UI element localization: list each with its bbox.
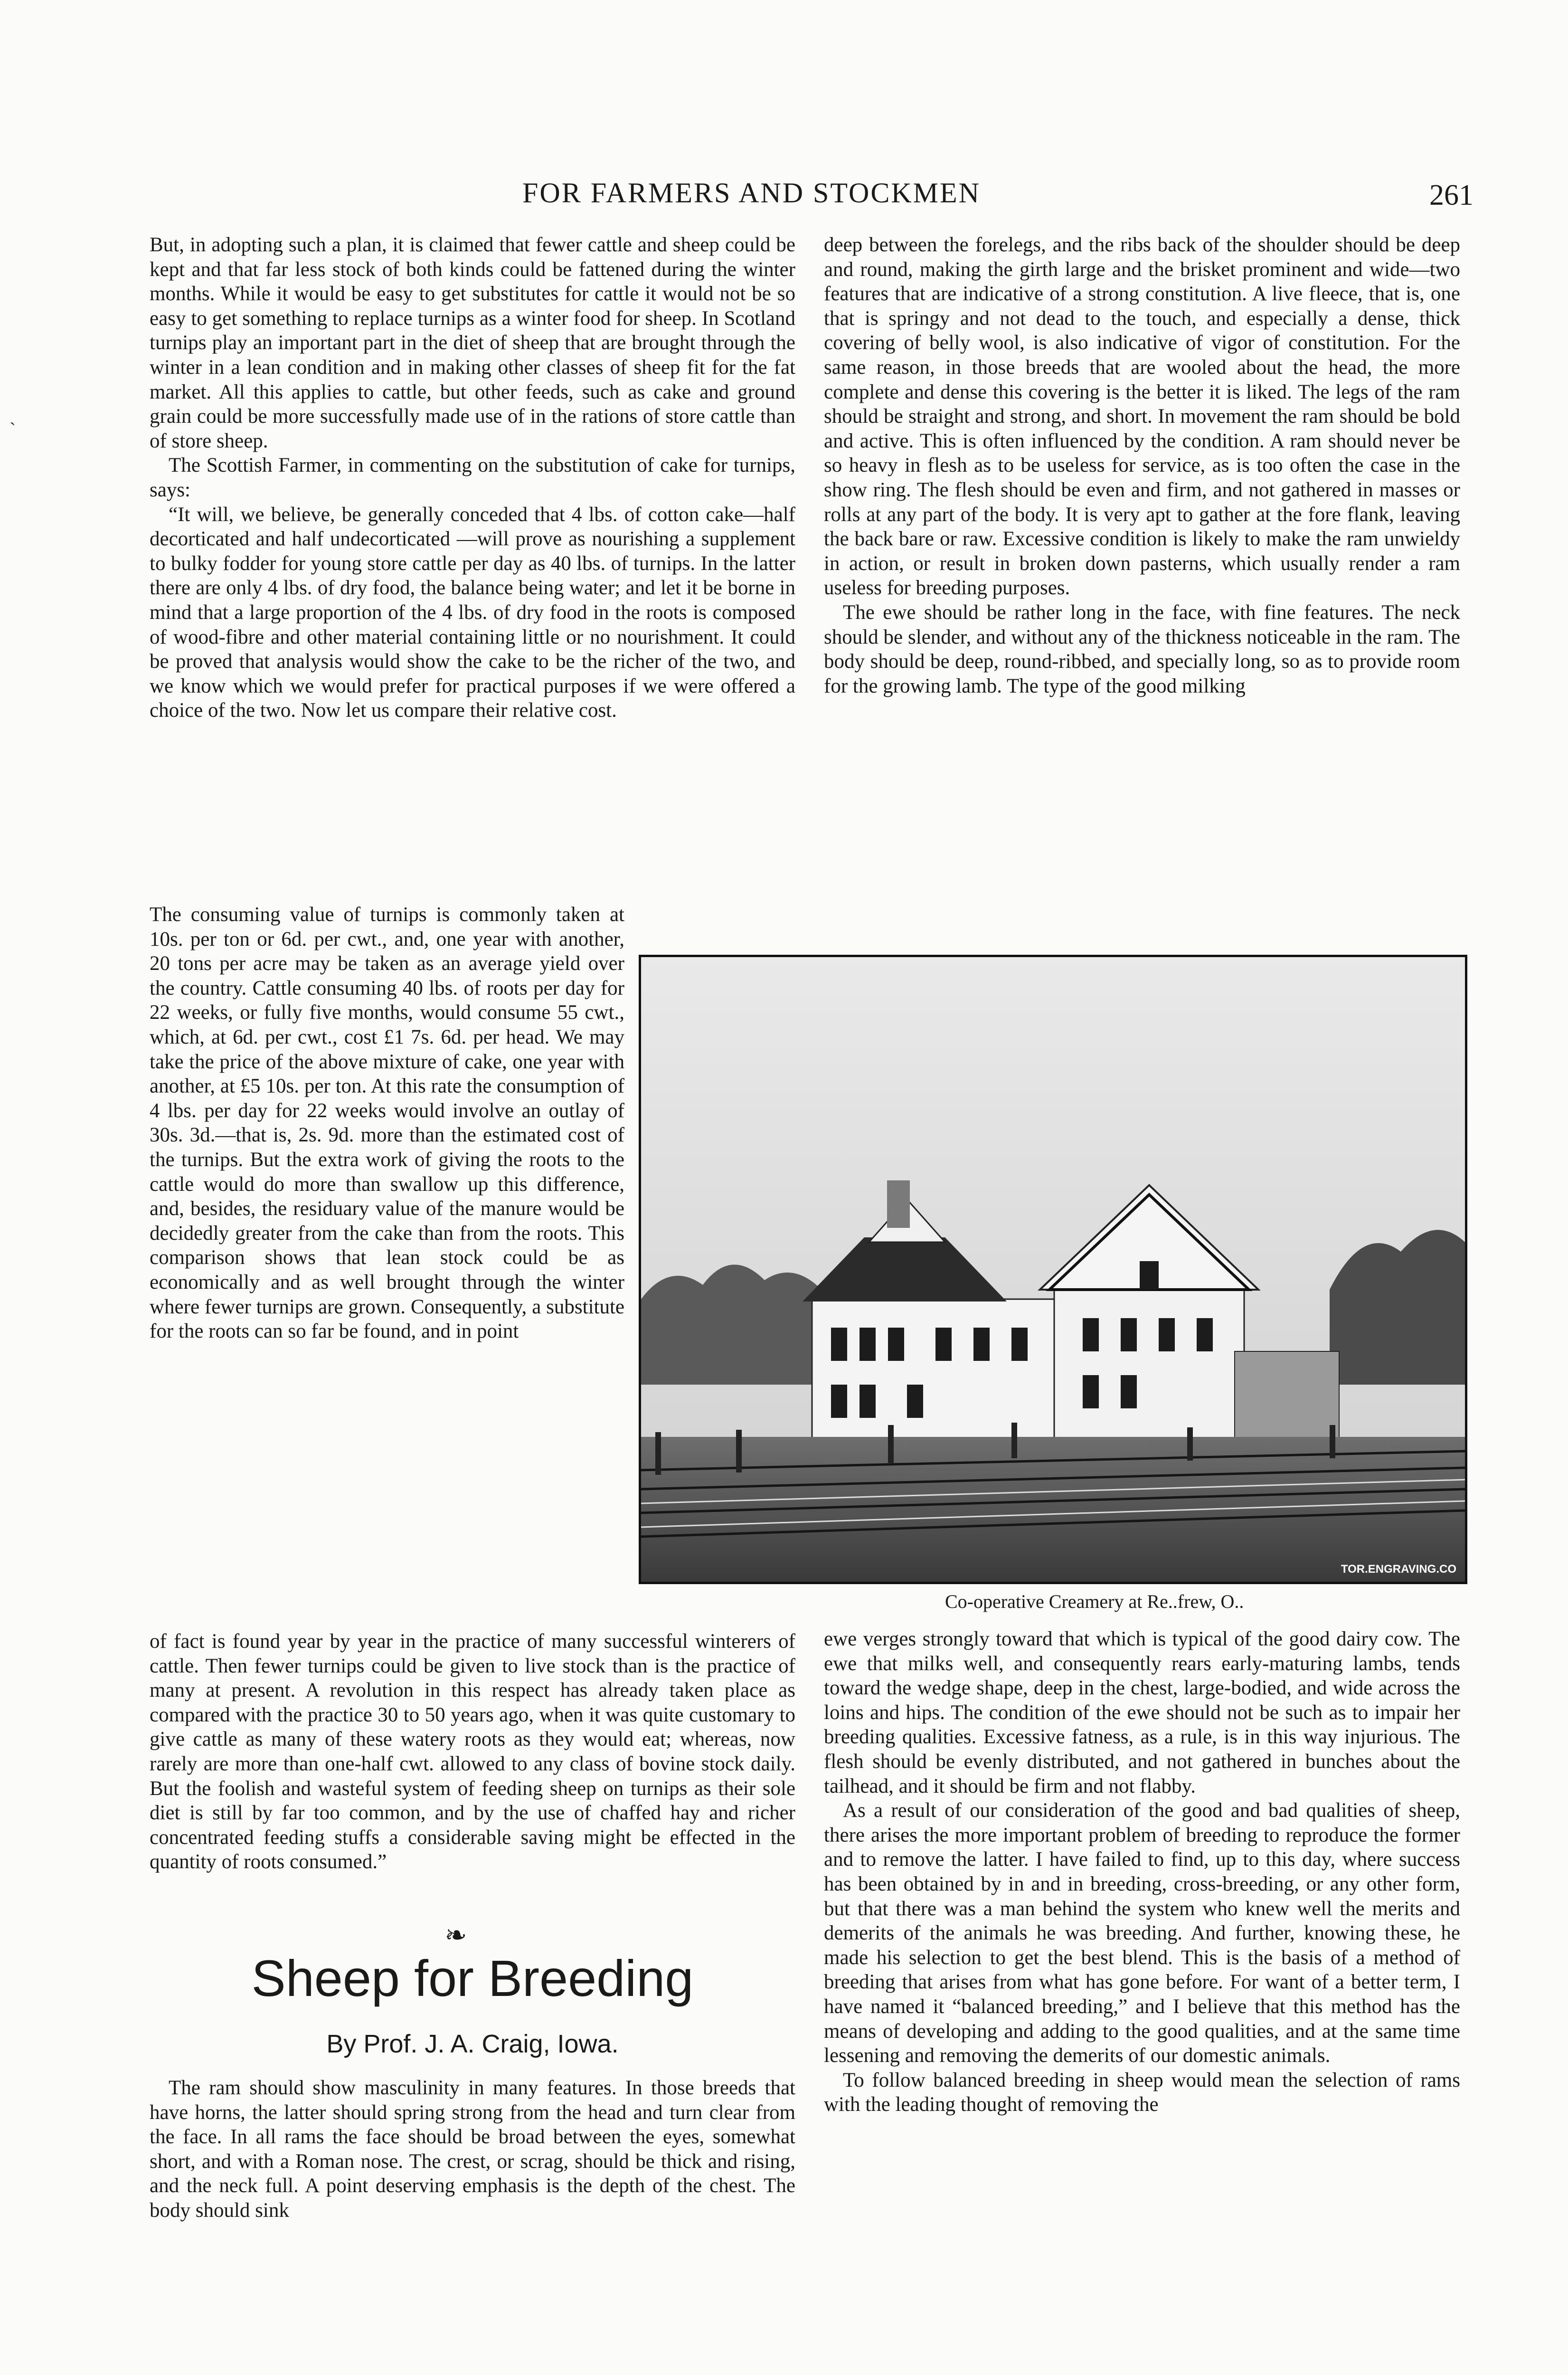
paragraph: But, in adopting such a plan, it is claimed that fewer cattle and sheep could be kept and that far less stock of both kinds could be fattened during the winter months. While it would be easy to get substitutes for cattle it would not be so easy to get something to replace turnips as a winter food for sheep. In Scotland turnips play an important part in the diet of sheep that are brought through the winter in a lean condition and in making other classes of sheep fit for the fat market. All this applies to cattle, but other feeds, such as cake and ground grain could be more successfully made use of in the rations of store cattle than of store sheep.: [150, 234, 795, 452]
paragraph: of fact is found year by year in the practice of many successful winterers of cattle. Then fewer turnips could be given to live stock than is the practice of many at present. A revolution in this respect has already taken place as compared with the practice 30 to 50 years ago, when it was quite customary to give cattle as many of these watery roots as they would eat; whereas, now rarely are more than one-half cwt. allowed to any class of bovine stock daily. But the foolish and wasteful system of feeding sheep on turnips as their sole diet is still by far too common, and by the use of chaffed hay and richer concentrated feeding stuffs a considerable saving might be effected in the quantity of roots consumed.”: [150, 1630, 795, 1873]
right-column-top-text: [824, 233, 1460, 936]
quote-paragraph: “It will, we believe, be generally conceded that 4 lbs. of cotton cake—half decorticated and half undecorticated —will prove as nourishing a supplement to bulky fodder for young store cattle per day as 40 lbs. of turnips. In the latter there are only 4 lbs. of dry food, the balance being water; and let it be borne in mind that a large proportion of the 4 lbs. of dry food in the roots is composed of wood-fibre and other material containing little or no nourishment. It could be proved that analysis would show the cake to be the richer of the two, and we know which we would prefer for practical purposes if we were offered a choice of the two. Now let us compare their relative cost.: [150, 503, 795, 722]
left-column-top-text: [150, 233, 795, 902]
section-title: Sheep for Breeding: [251, 1949, 694, 2007]
page-number: 261: [1429, 179, 1474, 211]
paragraph: ewe verges strongly toward that which is typical of the good dairy cow. The ewe that milks well, and consequently rears early-maturing lambs, tends toward the wedge shape, deep in the chest, large-bodied, and wide across the loins and hips. The condition of the ewe should not be such as to impair her breeding qualities. Excessive fatness, as a rule, is in this way injurious. The flesh should be evenly distributed, and not gathered in bunches about the tailhead, and it should be firm and not flabby.: [824, 1628, 1460, 1797]
paragraph: The consuming value of turnips is commonly taken at 10s. per ton or 6d. per cwt., and, one year with another, 20 tons per acre may be taken as an average yield over the country. Cattle consuming 40 lbs. of roots per day for 22 weeks, or fully five months, would consume 55 cwt., which, at 6d. per cwt., cost £1 7s. 6d. per head. We may take the price of the above mixture of cake, one year with another, at £5 10s. per ton. At this rate the consumption of 4 lbs. per day for 22 weeks would involve an outlay of 30s. 3d.—that is, 2s. 9d. more than the estimated cost of the turnips. But the extra work of giving the roots to the cattle would do more than swallow up this difference, and, besides, the residuary value of the manure would be decidedly greater from the cake than from the roots. This comparison shows that lean stock could be as economically and as well brought through the winter where fewer turnips are grown. Consequently, a substitute for the roots can so far be found, and in point: [150, 903, 624, 1343]
engraver-credit: TOR.ENGRAVING.CO: [1341, 1563, 1456, 1576]
paragraph: The ewe should be rather long in the face, with fine features. The neck should be slender, and without any of the thickness noticeable in the ram. The body should be deep, round-ribbed, and specially long, so as to provide room for the growing lamb. The type of the good milking: [824, 601, 1460, 697]
running-head: FOR FARMERS AND STOCKMEN: [522, 177, 981, 209]
paragraph: As a result of our consideration of the good and bad qualities of sheep, there arises the more important problem of breeding to reproduce the former and to remove the latter. I have failed to find, up to this day, where success has been obtained by in and in breeding, cross-breeding, or any other form, but that there was a man behind the system who knew well the merits and demerits of the animals he was breeding. And further, knowing these, he made his selection to get the best blend. This is the basis of a method of breeding that arises from what has gone before. For want of a better term, I have named it “balanced breeding,” and I believe that this method has the means of developing and adding to the good qualities, and at the same time lessening and removing the demerits of our domestic animals.: [824, 1799, 1460, 2067]
section-body-text: [150, 2076, 795, 2280]
section-ornament: ❧: [444, 1921, 467, 1950]
left-column-bottom-text: [150, 1629, 795, 1900]
paragraph: The ram should show masculinity in many features. In those breeds that have horns, the latter should spring strong from the head and turn clear from the face. In all rams the face should be broad between the eyes, somewhat short, and with a Roman nose. The crest, or scrag, should be thick and rising, and the neck full. A point deserving emphasis is the depth of the chest. The body should sink: [150, 2077, 795, 2222]
paragraph: deep between the forelegs, and the ribs back of the shoulder should be deep and round, making the girth large and the brisket prominent and wide—two features that are indicative of a strong constitution. A live fleece, that is, one that is springy and not dead to the touch, and especially a dense, thick covering of belly wool, is also indicative of vigor of constitution. For the same reason, in those breeds that are wooled about the head, the more complete and dense this covering is the better it is liked. The legs of the ram should be straight and strong, and short. In movement the ram should be bold and active. This is often influenced by the condition. A ram should never be so heavy in flesh as to be useless for service, as is too often the case in the show ring. The flesh should be even and firm, and not gathered in masses or rolls at any part of the body. It is very apt to gather at the fore flank, leaving the back bare or raw. Excessive condition is likely to make the ram unwieldy in action, or result in broken down pasterns, which usually render a ram useless for breeding purposes.: [824, 234, 1460, 599]
figure-caption-text: Co-operative Creamery at Re..frew, O..: [945, 1591, 1244, 1612]
figure-caption: [824, 1590, 1460, 1613]
margin-mark: ˏ: [9, 404, 16, 426]
left-column-narrow-text: [150, 902, 624, 1629]
byline: By Prof. J. A. Craig, Iowa.: [326, 2030, 619, 2058]
right-column-bottom-text: [824, 1627, 1460, 2259]
creamery-photograph: [639, 955, 1467, 1584]
paragraph: To follow balanced breeding in sheep would mean the selection of rams with the leading thought of removing the: [824, 2069, 1460, 2116]
paragraph: The Scottish Farmer, in commenting on the substitution of cake for turnips, says:: [150, 454, 795, 501]
creamery-photo-illustration: [641, 957, 1465, 1582]
